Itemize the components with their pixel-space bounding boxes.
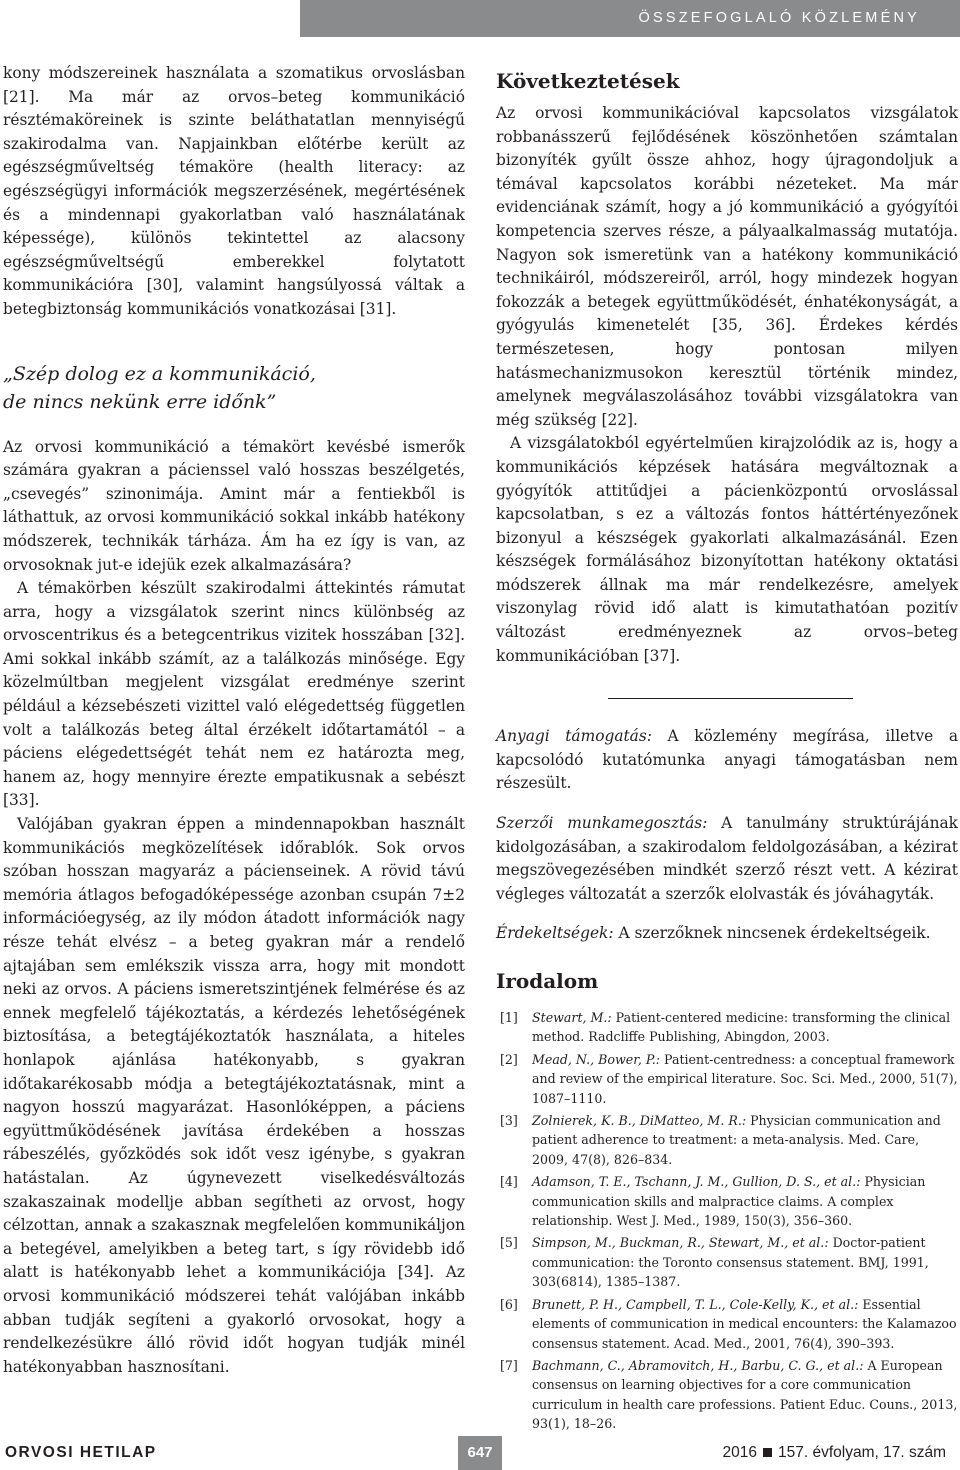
reference-text: Patient-centered medicine: transforming the clinical method. Radcliffe Publishing, Abingdon, 2003. [532,1010,951,1045]
conflict-note [496,922,958,946]
issue-year: 2016 [722,1444,757,1461]
reference-list [496,1008,958,1434]
quote-subheading [3,360,465,416]
quote-subheading-line-1: „Szép dolog ez a kommunikáció, [3,362,316,385]
contribution-text: A tanulmány struktúrájának kidolgozásában, a szakirodalom feldolgozásában, a kézirat megszövegezésében mindkét szerző részt vett. A kézirat végleges változatát a szerzők elolvasták és jóváhagyták. [496,814,958,903]
reference-item [496,1050,958,1108]
reference-number: [6] [500,1296,518,1312]
page-footer [0,1436,960,1470]
contribution-label: Szerzői munkamegosztás: [496,814,708,833]
section-label: ÖSSZEFOGLALÓ KÖZLEMÉNY [638,10,920,26]
paragraph-time-wasters: Valójában gyakran éppen a mindennapokban használt kommunikációs megközelítések időrablók. Sok orvos szóban hosszan magyaráz a pácienseinek. A rövid távú memória átlagos befogadóképessége azonban csupán 7±2 információegység, az ily módon átadott információk nagy része tehát elvész – a beteg gyakran már a rendelő ajtajában sem emlékszik vissza arra, hogy mit mondott neki az orvos. A páciens ismeretszintjének felmérése és az ennek megfelelő tájékoztatás, a kérdezés lehetőségének biztosítása, a betegtájékoztatók használata, a hiteles honlapok ajánlása hatékonyabb, s gyakran időtakarékosabb módja a betegtájékoztatásnak, mint a nagyon hosszú magyarázat. Hasonlóképpen, a páciens együttműködésének javítása érdekében a hosszas rábeszélés, győzködés sok időt vesz igénybe, s gyakran hatástalan. Az úgynevezett viselkedésváltozás szakaszainak modellje abban segítheti az orvost, hogy célzottan, annak a szakasznak megfelelően kommunikáljon a betegével, amelyikben a beteg tart, s így rövidebb idő alatt is hatékonyabb lehet a kommunikációja [34]. Az orvosi kommunikáció módszerei tehát valójában inkább abban tudják segíteni a gyakorló orvosokat, hogy a rendelkezésükre álló rövid időt hogyan tudják minél hatékonyabban hasznosítani. [3,815,465,1376]
reference-item [496,1111,958,1169]
conflict-label: Érdekeltségek: [496,924,614,943]
reference-authors: Stewart, M.: [532,1010,612,1025]
conclusions-heading: Következtetések [496,69,680,93]
quote-subheading-line-2: de nincs nekünk erre időnk” [3,390,277,413]
issue-info [723,1444,946,1462]
reference-item [496,1233,958,1291]
square-separator-icon [763,1448,772,1457]
reference-number: [5] [500,1235,518,1251]
section-header-band [300,0,960,37]
contribution-note [496,812,958,906]
reference-number: [3] [500,1113,518,1129]
reference-number: [7] [500,1357,518,1373]
reference-item [496,1008,958,1047]
funding-label: Anyagi támogatás: [496,727,652,746]
reference-number: [2] [500,1051,518,1067]
left-column [3,62,465,1379]
reference-item [496,1356,958,1434]
reference-authors: Zolnierek, K. B., DiMatteo, M. R.: [532,1113,747,1129]
reference-number: [1] [500,1010,518,1025]
reference-authors: Brunett, P. H., Campbell, T. L., Cole-Kelly, K., et al.: [532,1296,859,1312]
issue-volume: 157. évfolyam, 17. szám [778,1444,946,1461]
reference-number: [4] [500,1174,518,1190]
reference-text: Essential elements of communication in medical encounters: the Kalamazoo consensus statement. Acad. Med., 2001, 76(4), 390–393. [532,1296,957,1351]
funding-note [496,725,958,796]
reference-text: Physician communication and patient adherence to treatment: a meta-analysis. Med. Care, 2009, 47(8), 826–834. [532,1113,941,1167]
reference-text: A European consensus on learning objectives for a core communication curriculum in health care professions. Patient Educ. Couns., 2013, 93(1), 18–26. [532,1357,958,1432]
reference-text: Patient-centredness: a conceptual framework and review of the empirical literature. Soc. Sci. Med., 2000, 51(7), 1087–1110. [532,1051,958,1106]
page-number: 647 [458,1436,502,1470]
paragraph-conclusions-1: Az orvosi kommunikációval kapcsolatos vizsgálatok robbanásszerű fejlődésének köszönhetően számtalan bizonyíték gyűlt össze ahhoz, hogy újragondoljuk a témával kapcsolatos korábbi nézeteket. Ma már evidenciának számít, hogy a jó kommunikáció a gyógyítói kompetencia szerves része, a pályaalkalmasság mutatója. Nagyon sok ismeretünk van a hatékony kommunikáció technikáiról, módszereiről, arról, hogy mindezek hogyan fokozzák a betegek együttműködését, énhatékonyságát, a gyógyulás kimenetelét [35, 36]. Érdekes kérdés természetesen, hogy pontosan milyen hatásmechanizmusokon keresztül történik mindez, amelynek megválaszolásához további vizsgálatokra van még szükség [22]. [496,104,958,429]
paragraph-intro-continued: kony módszereinek használata a szomatikus orvoslásban [21]. Ma már az orvos–beteg kommunikáció résztémaköreinek is szinte beláthatatlan mennyiségű szakirodalma van. Napjainkban előtérbe került az egészségműveltség témaköre (health literacy: az egészségügyi információk megszerzésének, megértésének és a mindennapi gyakorlatban való használatának képessége), különös tekintettel az alacsony egészségműveltségű emberekkel folytatott kommunikációra [30], valamint hangsúlyossá váltak a betegbiztonság kommunikációs vonatkozásai [31]. [3,64,465,318]
paragraph-visit-length: A témakörben készült szakirodalmi áttekintés rámutat arra, hogy a vizsgálatok szerint nincs különbség az orvoscentrikus és a betegcentrikus vizitek hosszában [32]. Ami sokkal inkább számít, az a találkozás minősége. Egy közelmúltban megjelent vizsgálat eredménye szerint például a kézsebészeti vizittel való elégedettség független volt a találkozás beteg által érzékelt időtartamától – a páciens elégedettségét tehát nem ez határozta meg, hanem az, hogy mennyire érezte empatikusnak a sebészt [33]. [3,579,465,810]
reference-authors: Adamson, T. E., Tschann, J. M., Gullion, D. S., et al.: [532,1174,861,1190]
reference-item [496,1172,958,1230]
paragraph-communication-chat: Az orvosi kommunikáció a témakört kevésbé ismerők számára gyakran a pácienssel való hosszas beszélgetés, „csevegés” szinonimája. Amint már a fentiekből is láthattuk, az orvosi kommunikáció sokkal inkább hatékony módszerek, technikák tárháza. Ám ha ez így is van, az orvosoknak jut-e idejük ezek alkalmazására? [3,437,465,574]
paragraph-conclusions-2: A vizsgálatokból egyértelműen kirajzolódik az is, hogy a kommunikációs képzések hatására megváltoznak a gyógyítók attitűdjei a pácienközpontú orvoslással kapcsolatban, s ez a változás fontos háttértényezőnek bizonyul a készségek gyakorlati alkalmazásánál. Ezen készségek formálásához bizonyítottan hatékony oktatási módszerek állnak ma már rendelkezésre, amelyek viszonylag rövid idő alatt is kimutathatóan pozitív változást eredményeznek az orvos–beteg kommunikációban [37]. [496,434,958,665]
reference-text: Physician communication skills and malpractice claims. A complex relationship. West J. Med., 1989, 150(3), 356–360. [532,1174,926,1229]
reference-authors: Bachmann, C., Abramovitch, H., Barbu, C. G., et al.: [532,1357,864,1373]
journal-name: ORVOSI HETILAP [5,1444,157,1461]
reference-authors: Simpson, M., Buckman, R., Stewart, M., et al.: [532,1235,829,1251]
reference-authors: Mead, N., Bower, P.: [532,1051,661,1067]
right-column [496,62,958,1437]
divider-rule [608,698,853,699]
reference-item [496,1295,958,1353]
reference-text: Doctor-patient communication: the Toronto consensus statement. BMJ, 1991, 303(6814), 1385–1387. [532,1235,929,1290]
references-heading: Irodalom [496,969,599,993]
funding-text: A közlemény megírása, illetve a kapcsolódó kutatómunka anyagi támogatásban nem részesült. [496,727,958,793]
conflict-text: A szerzőknek nincsenek érdekeltségeik. [613,924,931,943]
